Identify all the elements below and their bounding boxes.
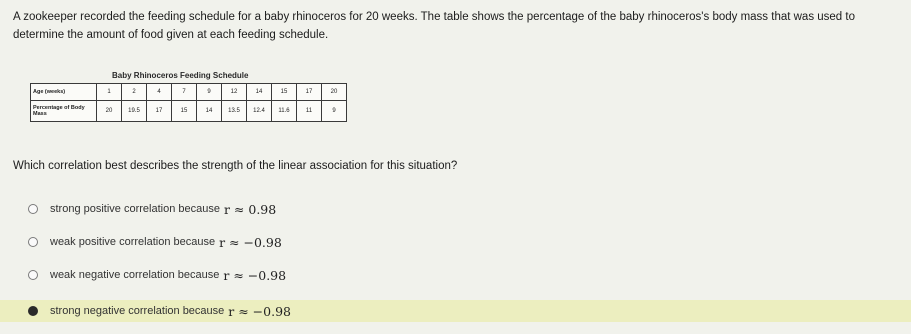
prompt-text: Which correlation best describes the strength of the linear association for this situation?	[13, 160, 458, 172]
age-cell: 2	[122, 84, 147, 101]
percentage-cell: 9	[322, 101, 347, 122]
age-cell: 15	[272, 84, 297, 101]
percentage-cell: 17	[147, 101, 172, 122]
option-label: strong positive correlation because	[50, 203, 220, 215]
option-label: weak negative correlation because	[50, 269, 220, 281]
radio-button[interactable]	[28, 270, 38, 280]
radio-button[interactable]	[28, 204, 38, 214]
feeding-schedule-table	[30, 83, 347, 122]
age-cell: 20	[322, 84, 347, 101]
question-text: A zookeeper recorded the feeding schedule for a baby rhinoceros for 20 weeks. The table shows the percentage of the baby rhinoceros's body mass that was used to determine the amount of food given at each feeding schedule.	[13, 11, 855, 41]
option-strong-positive[interactable]	[28, 198, 888, 220]
age-cell: 12	[222, 84, 247, 101]
option-weak-negative[interactable]	[28, 264, 888, 286]
table-title: Baby Rhinoceros Feeding Schedule	[112, 71, 249, 80]
age-cell: 17	[297, 84, 322, 101]
percentage-cell: 15	[172, 101, 197, 122]
percentage-cell: 11.6	[272, 101, 297, 122]
radio-button[interactable]	[28, 237, 38, 247]
option-label: weak positive correlation because	[50, 236, 216, 248]
percentage-row	[31, 101, 347, 122]
option-math: r ≈ −0.98	[219, 234, 282, 250]
option-math: r ≈ −0.98	[228, 303, 291, 319]
radio-button-selected[interactable]	[28, 306, 38, 316]
percentage-cell: 19.5	[122, 101, 147, 122]
percentage-cell: 14	[197, 101, 222, 122]
percentage-cell: 13.5	[222, 101, 247, 122]
option-strong-negative[interactable]	[0, 300, 911, 322]
age-cell: 7	[172, 84, 197, 101]
age-cell: 4	[147, 84, 172, 101]
age-cell: 9	[197, 84, 222, 101]
percentage-cell: 20	[97, 101, 122, 122]
age-row	[31, 84, 347, 101]
option-math: r ≈ 0.98	[223, 201, 277, 217]
feeding-schedule-table-block	[30, 71, 347, 122]
option-weak-positive[interactable]	[28, 231, 888, 253]
option-math: r ≈ −0.98	[223, 267, 287, 283]
age-cell: 14	[247, 84, 272, 101]
row-header-age: Age (weeks)	[31, 84, 97, 101]
option-label: strong negative correlation because	[50, 305, 225, 317]
row-header-percentage: Percentage of Body Mass	[31, 101, 97, 122]
age-cell: 1	[97, 84, 122, 101]
percentage-cell: 11	[297, 101, 322, 122]
percentage-cell: 12.4	[247, 101, 272, 122]
